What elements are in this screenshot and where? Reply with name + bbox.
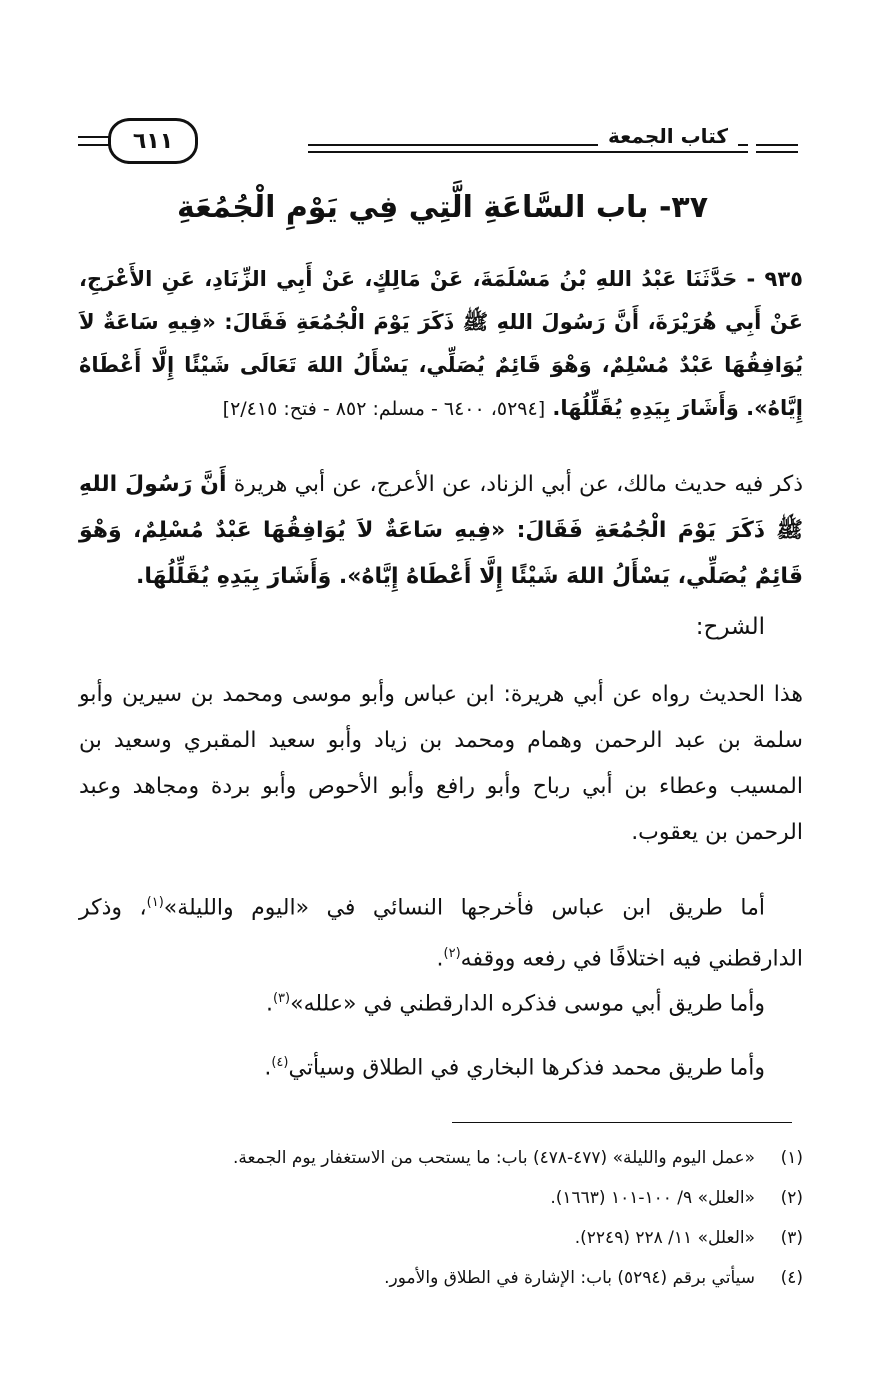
page-number: ٦١١ — [108, 118, 198, 164]
footnote-number: (٢) — [780, 1188, 803, 1208]
footnote-item — [79, 1178, 803, 1218]
running-title: كتاب الجمعة — [598, 124, 738, 148]
footnote-number: (٤) — [780, 1268, 803, 1288]
footnote-text: «العلل» ٩/ ١٠٠-١٠١ (١٦٦٣). — [550, 1188, 755, 1208]
hadith-references: [٥٢٩٤، ٦٤٠٠ - مسلم: ٨٥٢ - فتح: ٢/٤١٥] — [222, 398, 546, 420]
paragraph-narrators: هذا الحديث رواه عن أبي هريرة: ابن عباس وأبو موسى ومحمد بن سيرين وأبو سلمة بن عبد الرحمن وهمام ومحمد بن زياد وأبو سعيد المقبري وسعيد بن المسيب وعطاء بن أبي رباح وأبو رافع وأبو الأحوص وأبو بردة ومجاهد وعبد الرحمن بن يعقوب. — [79, 682, 803, 845]
footnote-text: سيأتي برقم (٥٢٩٤) باب: الإشارة في الطلاق والأمور. — [384, 1268, 755, 1288]
footnote-text: «عمل اليوم والليلة» (٤٧٧-٤٧٨) باب: ما يستحب من الاستغفار يوم الجمعة. — [233, 1148, 755, 1168]
footnote-item — [79, 1138, 803, 1178]
text-c: . — [436, 946, 444, 972]
sharh-heading: الشرح: — [695, 614, 765, 640]
footnotes — [79, 1138, 803, 1298]
footnote-ref-4[interactable]: (٤) — [271, 1055, 289, 1070]
chapter-title: ٣٧- باب السَّاعَةِ الَّتِي فِي يَوْمِ الْجُمُعَةِ — [176, 190, 709, 225]
text-c: . — [264, 1055, 272, 1081]
paragraph-abu-musa — [79, 976, 765, 1027]
footnote-ref-3[interactable]: (٣) — [272, 991, 291, 1006]
hadith-body: ٩٣٥ - حَدَّثَنَا عَبْدُ اللهِ بْنُ مَسْلَمَةَ، عَنْ مَالِكٍ، عَنْ أَبِي الزِّنَادِ، عَنِ الأَعْرَجِ، عَنْ أَبِي هُرَيْرَةَ، أَنَّ رَسُولَ اللهِ ﷺ ذَكَرَ يَوْمَ الْجُمُعَةِ فَقَالَ: «فِيهِ سَاعَةٌ لاَ يُوَافِقُهَا عَبْدٌ مُسْلِمٌ، وَهْوَ قَائِمٌ يُصَلِّي، يَسْأَلُ اللهَ تَعَالَى شَيْئًا إِلَّا أَعْطَاهُ إِيَّاهُ». وَأَشَارَ بِيَدِهِ يُقَلِّلُهَا. — [79, 267, 803, 420]
header-dash — [756, 144, 798, 153]
intro-text: ذكر فيه حديث مالك، عن أبي الزناد، عن الأعرج، عن أبي هريرة — [233, 472, 803, 497]
paragraph-ibn-abbas — [79, 880, 803, 983]
hadith-quote: أَنَّ رَسُولَ اللهِ ﷺ ذَكَرَ يَوْمَ الْجُمُعَةِ فَقَالَ: «فِيهِ سَاعَةٌ لاَ يُوَافِقُهَا عَبْدٌ مُسْلِمٌ، وَهْوَ قَائِمٌ يُصَلِّي، يَسْأَلُ اللهَ شَيْئًا إِلَّا أَعْطَاهُ إِيَّاهُ». وَأَشَارَ بِيَدِهِ يُقَلِّلُهَا. — [79, 472, 803, 589]
footnote-item — [79, 1258, 803, 1298]
footnote-text: «العلل» ١١/ ٢٢٨ (٢٢٤٩). — [574, 1228, 755, 1248]
footnote-number: (١) — [780, 1148, 803, 1168]
text-a: وأما طريق محمد فذكرها البخاري في الطلاق وسيأتي — [288, 1055, 765, 1081]
footnote-divider — [452, 1122, 792, 1123]
text-a: أما طريق ابن عباس فأخرجها النسائي في «اليوم والليلة» — [163, 895, 765, 921]
footnote-ref-1[interactable]: (١) — [146, 895, 164, 910]
text-b: ، وذكر الدارقطني فيه اختلافًا في رفعه ووقفه — [79, 895, 803, 972]
text-c: . — [265, 991, 273, 1017]
text-a: وأما طريق أبي موسى فذكره الدارقطني في «علله» — [290, 991, 765, 1017]
paragraph-intro — [79, 462, 803, 600]
footnote-item — [79, 1218, 803, 1258]
paragraph-muhammad — [79, 1040, 765, 1091]
footnote-number: (٣) — [780, 1228, 803, 1248]
hadith-text — [79, 258, 803, 431]
footnote-ref-2[interactable]: (٢) — [443, 946, 461, 962]
